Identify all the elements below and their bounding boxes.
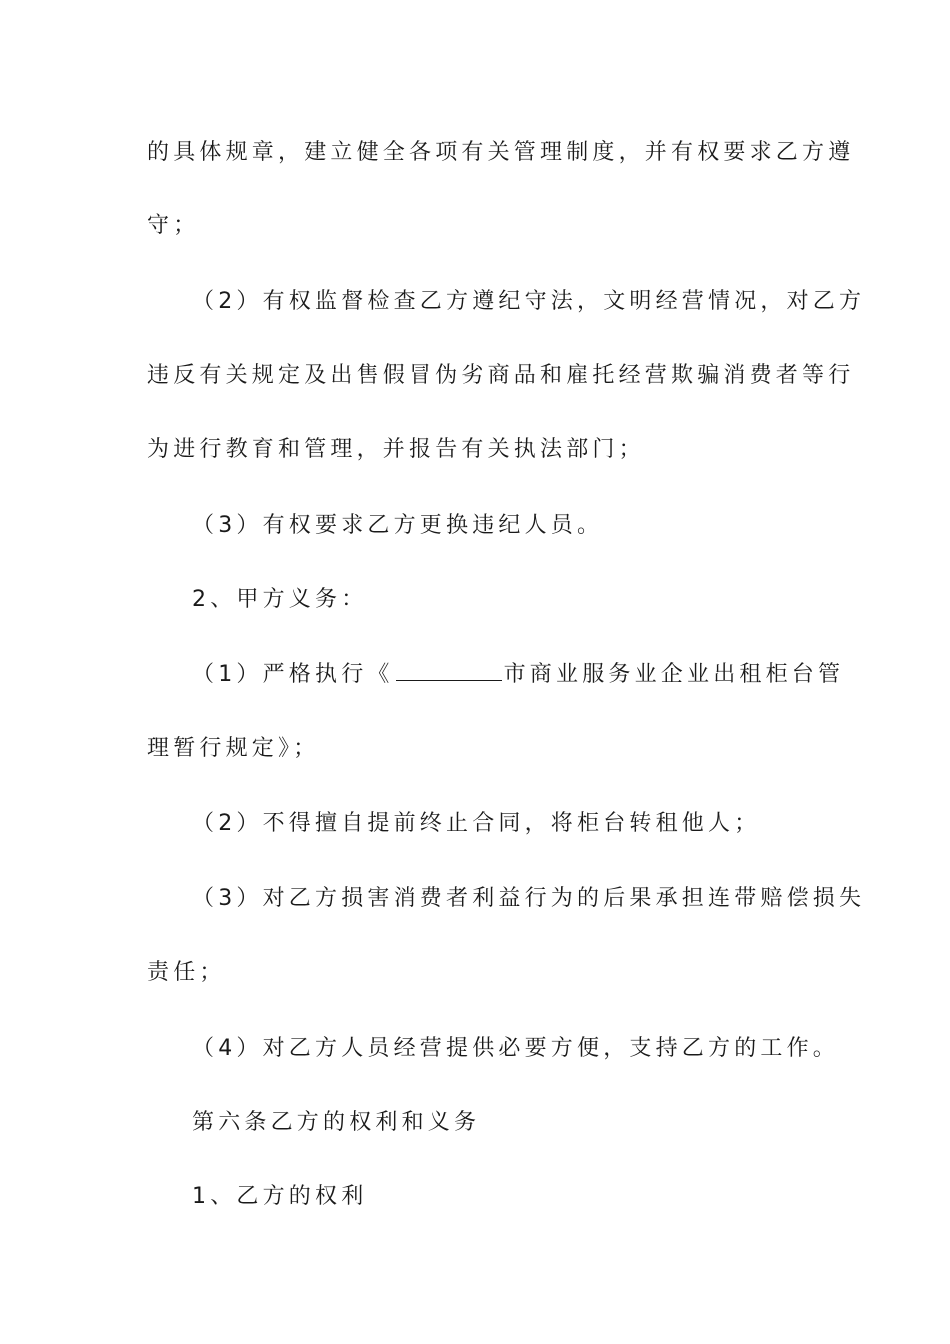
text-line-1: 的具体规章，建立健全各项有关管理制度，并有权要求乙方遵 (147, 140, 855, 165)
clause-b-4: （4）对乙方人员经营提供必要方便，支持乙方的工作。 (192, 1036, 839, 1061)
clause-b-1 (192, 660, 844, 690)
section-heading-rights: 1、乙方的权利 (192, 1184, 368, 1209)
text-line-10: 理暂行规定》； (147, 736, 320, 761)
clause-a-3: （3）有权要求乙方更换违纪人员。 (192, 513, 604, 538)
text-line-13: 责任； (147, 960, 226, 985)
clause-a-2: （2）有权监督检查乙方遵纪守法，文明经营情况，对乙方 (192, 289, 866, 314)
text-line-2: 守； (147, 213, 200, 238)
text-line-5: 为进行教育和管理，并报告有关执法部门； (147, 437, 645, 462)
clause-b-1-start: （1）严格执行《 (192, 662, 394, 687)
text-line-4: 违反有关规定及出售假冒伪劣商品和雇托经营欺骗消费者等行 (147, 363, 855, 388)
clause-b-3: （3）对乙方损害消费者利益行为的后果承担连带赔偿损失 (192, 886, 866, 911)
clause-b-2: （2）不得擅自提前终止合同，将柜台转租他人； (192, 811, 761, 836)
article-heading-6: 第六条乙方的权利和义务 (192, 1110, 481, 1135)
section-heading-obligations: 2、甲方义务： (192, 587, 368, 612)
clause-b-1-end: 市商业服务业企业出租柜台管 (503, 662, 845, 687)
fill-in-blank (396, 660, 502, 681)
